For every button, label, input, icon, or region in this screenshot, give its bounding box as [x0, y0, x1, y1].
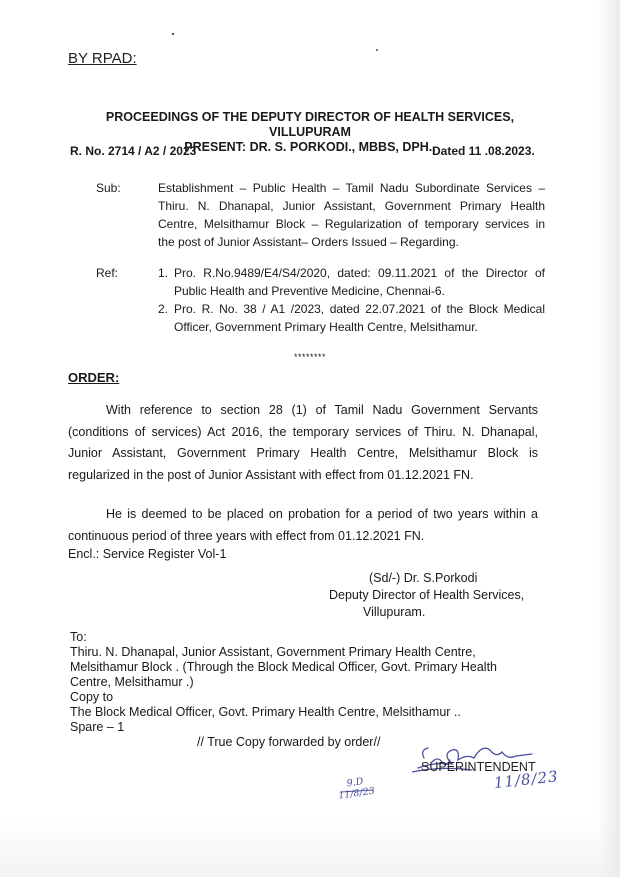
- order-paragraph: [68, 400, 538, 486]
- copy-line: Spare – 1: [70, 720, 125, 734]
- probation-line: He is deemed to be placed on probation for a period of two years within a: [106, 507, 538, 521]
- to-line: Melsithamur Block . (Through the Block Medical Officer, Govt. Primary Health: [70, 660, 498, 674]
- dispatch-mode: BY RPAD:: [68, 50, 137, 67]
- order-heading: ORDER:: [68, 370, 120, 385]
- subject-line: Centre, Melsithamur Block – Regularization of temporary services in: [158, 217, 545, 231]
- to-line: Centre, Melsithamur .): [70, 675, 194, 689]
- reference-number: R. No. 2714 / A2 / 2023: [70, 144, 197, 158]
- handwritten-initials: 9.D 11/8/23: [337, 776, 376, 802]
- reference-line: Officer, Government Primary Health Centre, Melsithamur.: [174, 320, 478, 334]
- to-label: To:: [70, 630, 87, 644]
- subject-text: [158, 179, 545, 251]
- dated: Dated 11 .08.2023.: [432, 144, 535, 158]
- order-line: With reference to section 28 (1) of Tamil Nadu Government Servants: [106, 403, 538, 417]
- order-line: (conditions of services) Act 2016, the temporary services of Thiru. N. Dhanapal,: [68, 424, 538, 439]
- to-line: Thiru. N. Dhanapal, Junior Assistant, Government Primary Health Centre,: [70, 645, 476, 659]
- subject-line: the post of Junior Assistant– Orders Issued – Regarding.: [158, 235, 459, 249]
- reference-line: Pro. R. No. 38 / A1 /2023, dated 22.07.2021 of the Block Medical: [174, 302, 545, 316]
- enclosure: Encl.: Service Register Vol-1: [68, 547, 227, 561]
- heading-line-1: PROCEEDINGS OF THE DEPUTY DIRECTOR OF HEALTH SERVICES,: [105, 110, 515, 124]
- reference-label: Ref:: [96, 266, 119, 280]
- signatory-place: Villupuram.: [363, 605, 426, 619]
- reference-line: Pro. R.No.9489/E4/S4/2020, dated: 09.11.2021 of the Director of: [174, 266, 545, 280]
- reference-number-marker: 2.: [158, 302, 169, 316]
- order-line: regularized in the post of Junior Assistant with effect from 01.12.2021 FN.: [68, 467, 474, 482]
- subject-line: Establishment – Public Health – Tamil Nadu Subordinate Services –: [158, 181, 545, 195]
- subject-label: Sub:: [96, 181, 121, 195]
- scan-shadow-bottom: [0, 817, 620, 877]
- order-line: Junior Assistant, Government Primary Health Centre, Melsithamur Block is: [68, 446, 538, 460]
- probation-line: continuous period of three years with effect from 01.12.2021 FN.: [68, 528, 425, 543]
- copy-line: The Block Medical Officer, Govt. Primary Health Centre, Melsithamur ..: [70, 705, 461, 719]
- initials-underline: [340, 789, 374, 793]
- subject-line: Thiru. N. Dhanapal, Junior Assistant, Government Primary Health: [158, 199, 545, 213]
- distribution-block: [70, 630, 497, 735]
- scan-speck: [172, 33, 174, 35]
- true-copy-note: // True Copy forwarded by order//: [197, 735, 381, 749]
- handwritten-date: 11/8/23: [493, 767, 560, 792]
- reference-item: [158, 300, 545, 336]
- reference-number-marker: 1.: [158, 266, 169, 280]
- signatory-designation: Deputy Director of Health Services,: [329, 588, 525, 602]
- probation-paragraph: [68, 504, 538, 547]
- superintendent-title: SUPERINTENDENT: [421, 760, 536, 774]
- reference-line: Public Health and Preventive Medicine, Chennai-6.: [174, 284, 445, 298]
- reference-item: [158, 264, 545, 300]
- signatory-name: (Sd/-) Dr. S.Porkodi: [369, 571, 478, 585]
- scan-speck: [376, 49, 378, 51]
- heading-line-2: VILLUPURAM: [269, 125, 351, 139]
- separator-stars: ********: [293, 352, 327, 362]
- heading-line-3: PRESENT: DR. S. PORKODI., MBBS, DPH.,: [184, 140, 436, 154]
- copy-label: Copy to: [70, 690, 114, 704]
- reference-list: [158, 264, 545, 336]
